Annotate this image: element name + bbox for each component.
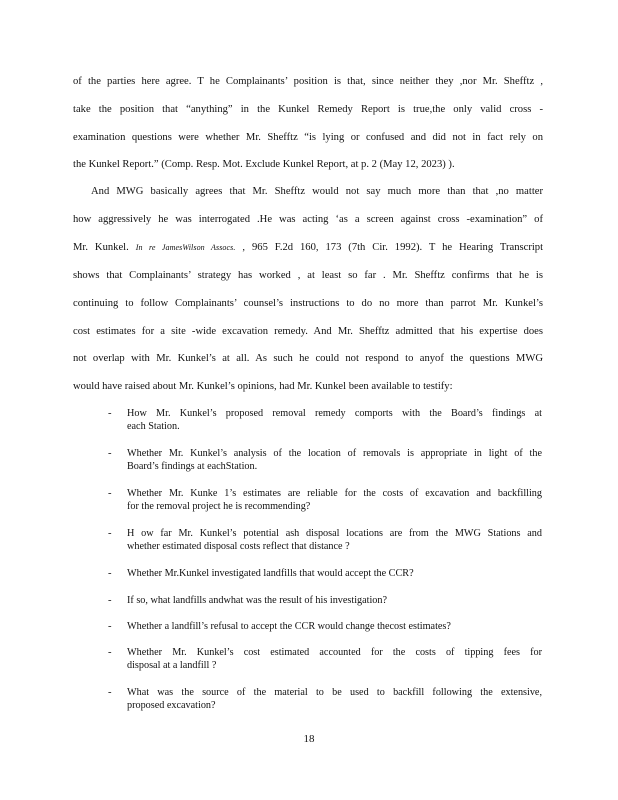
- body-line: take the position that “anything” in the Kunkel Remedy Report is true,the only valid cross -: [73, 104, 543, 115]
- list-item-line: Board’s findings at eachStation.: [127, 461, 258, 472]
- list-item: [127, 447, 542, 473]
- bullet-marker: -: [108, 488, 112, 499]
- case-citation: In re JamesWilson Assocs.: [135, 243, 236, 252]
- list-item-line: Whether Mr.Kunkel investigated landfills that would accept the CCR?: [127, 568, 414, 579]
- list-item-line: each Station.: [127, 421, 180, 432]
- body-line: of the parties here agree. T he Complainants’ position is that, since neither they ,nor Mr. Shefftz ,: [73, 76, 543, 87]
- list-item-line: How Mr. Kunkel’s proposed removal remedy comports with the Board’s findings at: [127, 408, 542, 419]
- bullet-marker: -: [108, 647, 112, 658]
- bullet-marker: -: [108, 568, 112, 579]
- list-item-line: Whether Mr. Kunke 1’s estimates are reliable for the costs of excavation and backfilling: [127, 488, 542, 499]
- list-item-line: for the removal project he is recommending?: [127, 501, 311, 512]
- list-item-line: proposed excavation?: [127, 700, 216, 711]
- list-item: [127, 686, 542, 712]
- list-item: [127, 620, 542, 633]
- body-text: , 965 F.2d 160, 173 (7th Cir. 1992). T he Hearing Transcript: [242, 242, 544, 253]
- bullet-marker: -: [108, 448, 112, 459]
- list-item: [127, 646, 542, 672]
- bullet-marker: -: [108, 408, 112, 419]
- list-item-line: H ow far Mr. Kunkel’s potential ash disposal locations are from the MWG Stations and: [127, 528, 542, 539]
- body-text: Mr. Kunkel.: [73, 242, 129, 253]
- list-item-line: Whether Mr. Kunkel’s analysis of the location of removals is appropriate in light of the: [127, 448, 542, 459]
- body-line: would have raised about Mr. Kunkel’s opinions, had Mr. Kunkel been available to testify:: [73, 381, 453, 392]
- body-line: how aggressively he was interrogated .He was acting ‘as a screen against cross -examination” of: [73, 214, 543, 225]
- body-line-with-citation: [73, 241, 543, 255]
- list-item: [127, 527, 542, 553]
- list-item-line: If so, what landfills andwhat was the result of his investigation?: [127, 595, 388, 606]
- list-item-line: disposal at a landfill ?: [127, 660, 217, 671]
- list-item-line: Whether Mr. Kunkel’s cost estimated accounted for the costs of tipping fees for: [127, 647, 542, 658]
- body-line: not overlap with Mr. Kunkel’s at all. As such he could not respond to anyof the questions MWG: [73, 353, 543, 364]
- body-line: examination questions were whether Mr. Shefftz “is lying or confused and did not in fact rely on: [73, 132, 543, 143]
- body-line: the Kunkel Report.” (Comp. Resp. Mot. Exclude Kunkel Report, at p. 2 (May 12, 2023) ).: [73, 159, 455, 170]
- list-item-line: Whether a landfill’s refusal to accept the CCR would change thecost estimates?: [127, 621, 451, 632]
- list-item: [127, 487, 542, 513]
- list-item: [127, 567, 542, 580]
- bullet-marker: -: [108, 621, 112, 632]
- body-line: shows that Complainants’ strategy has worked , at least so far . Mr. Shefftz confirms that he is: [73, 270, 543, 281]
- bullet-marker: -: [108, 595, 112, 606]
- list-item: [127, 594, 542, 607]
- body-line: continuing to follow Complainants’ counsel’s instructions to do no more than parrot Mr. Kunkel’s: [73, 298, 543, 309]
- bullet-marker: -: [108, 687, 112, 698]
- list-item-line: whether estimated disposal costs reflect that distance ?: [127, 541, 350, 552]
- body-line: cost estimates for a site -wide excavation remedy. And Mr. Shefftz admitted that his expertise does: [73, 326, 543, 337]
- list-item: [127, 407, 542, 433]
- bullet-marker: -: [108, 528, 112, 539]
- body-line: And MWG basically agrees that Mr. Shefftz would not say much more than that ,no matter: [91, 186, 543, 197]
- list-item-line: What was the source of the material to be used to backfill following the extensive,: [127, 687, 542, 698]
- page-number: 18: [303, 733, 315, 745]
